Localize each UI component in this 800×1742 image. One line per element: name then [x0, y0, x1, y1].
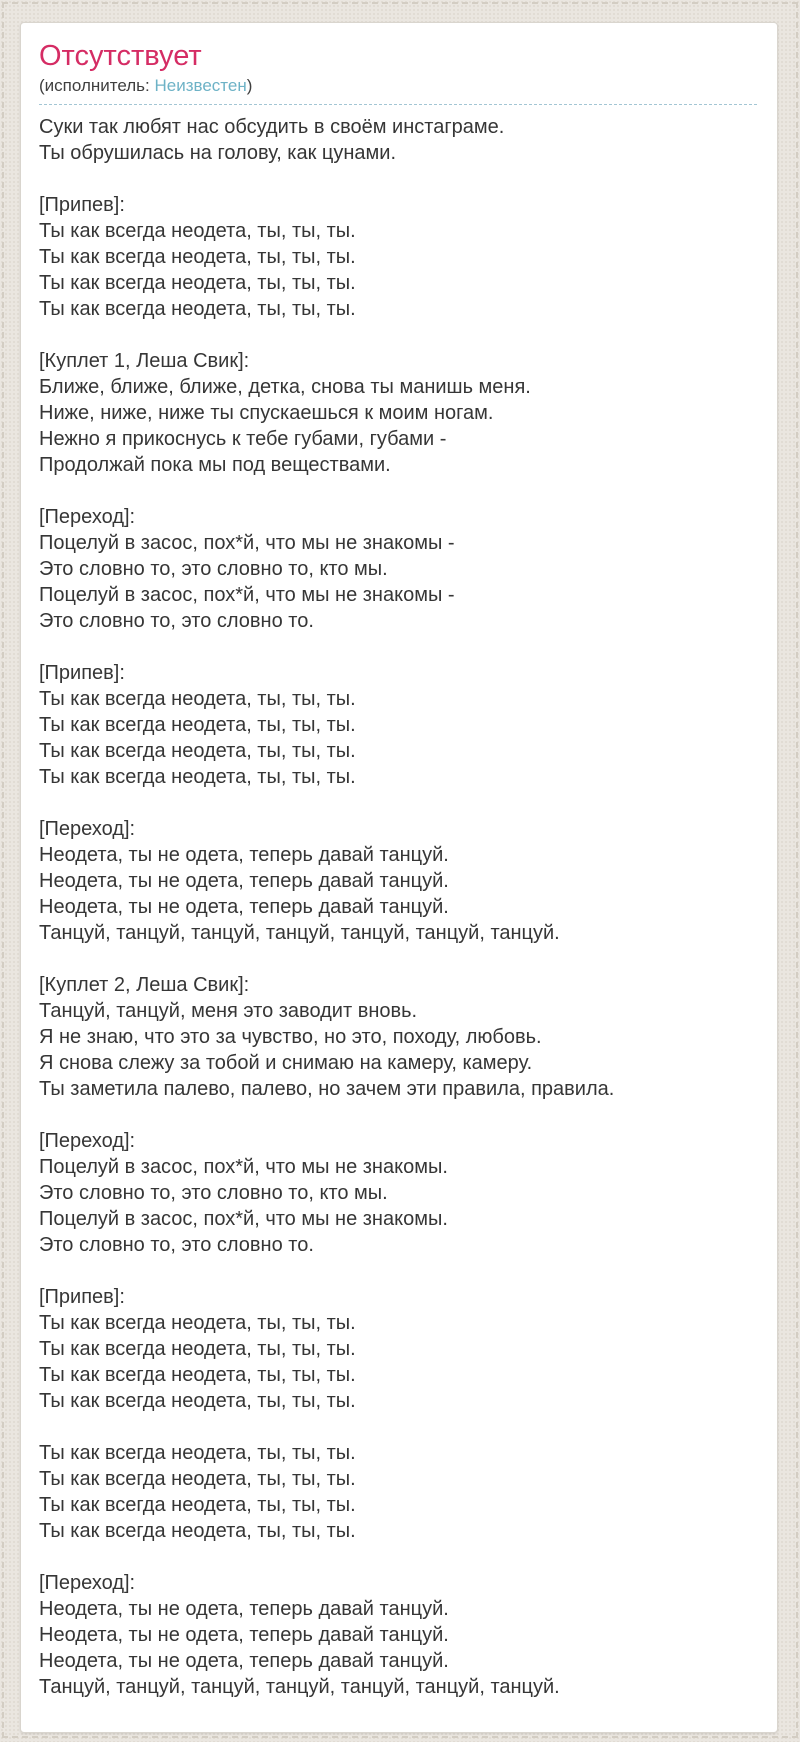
lyric-line: Ниже, ниже, ниже ты спускаешься к моим ногам.: [39, 402, 494, 424]
artist-link[interactable]: Неизвестен: [154, 76, 247, 95]
lyric-stanza: [39, 972, 757, 1102]
lyric-line: Суки так любят нас обсудить в своём инстаграме.: [39, 116, 505, 138]
lyric-line: [Куплет 1, Леша Свик]:: [39, 350, 250, 372]
lyric-line: Поцелуй в засос, пох*й, что мы не знакомы.: [39, 1208, 448, 1230]
lyric-stanza: [39, 1570, 757, 1700]
lyric-line: Я снова слежу за тобой и снимаю на камеру, камеру.: [39, 1052, 533, 1074]
lyric-line: Неодета, ты не одета, теперь давай танцуй.: [39, 844, 449, 866]
lyric-line: Неодета, ты не одета, теперь давай танцуй.: [39, 1650, 449, 1672]
lyric-line: Ты как всегда неодета, ты, ты, ты.: [39, 714, 356, 736]
lyric-line: [Переход]:: [39, 1130, 136, 1152]
lyric-line: Неодета, ты не одета, теперь давай танцуй.: [39, 896, 449, 918]
lyric-line: Нежно я прикоснусь к тебе губами, губами -: [39, 428, 447, 450]
lyric-line: Поцелуй в засос, пох*й, что мы не знакомы -: [39, 584, 455, 606]
lyric-line: Ты как всегда неодета, ты, ты, ты.: [39, 298, 356, 320]
artist-label-open: (исполнитель:: [39, 76, 150, 95]
lyric-stanza: [39, 816, 757, 946]
lyric-line: Ты как всегда неодета, ты, ты, ты.: [39, 1312, 356, 1334]
lyrics-card: [20, 22, 778, 1733]
artist-label-close: ): [246, 76, 253, 95]
lyric-line: Ты как всегда неодета, ты, ты, ты.: [39, 688, 356, 710]
lyric-line: Ты как всегда неодета, ты, ты, ты.: [39, 220, 356, 242]
lyric-line: Ты как всегда неодета, ты, ты, ты.: [39, 1442, 356, 1464]
lyric-line: Ты как всегда неодета, ты, ты, ты.: [39, 1520, 356, 1542]
artist-row: [39, 76, 757, 105]
lyric-stanza: [39, 1440, 757, 1544]
lyric-stanza: [39, 504, 757, 634]
lyric-line: Это словно то, это словно то, кто мы.: [39, 1182, 388, 1204]
lyric-line: Ты как всегда неодета, ты, ты, ты.: [39, 1390, 356, 1412]
lyric-line: Я не знаю, что это за чувство, но это, походу, любовь.: [39, 1026, 542, 1048]
lyric-line: [Переход]:: [39, 818, 136, 840]
lyric-line: Ты как всегда неодета, ты, ты, ты.: [39, 1364, 356, 1386]
lyric-line: Ты как всегда неодета, ты, ты, ты.: [39, 246, 356, 268]
lyric-line: Ты как всегда неодета, ты, ты, ты.: [39, 1494, 356, 1516]
lyric-stanza: [39, 114, 757, 166]
lyric-line: Ты как всегда неодета, ты, ты, ты.: [39, 1338, 356, 1360]
page-title: Отсутствует: [39, 40, 202, 72]
lyric-line: Продолжай пока мы под веществами.: [39, 454, 391, 476]
lyric-stanza: [39, 192, 757, 322]
lyric-line: [Припев]:: [39, 1286, 125, 1308]
lyric-line: Ты как всегда неодета, ты, ты, ты.: [39, 272, 356, 294]
lyric-line: Ты как всегда неодета, ты, ты, ты.: [39, 740, 356, 762]
lyric-line: Неодета, ты не одета, теперь давай танцуй.: [39, 870, 449, 892]
lyric-line: [Переход]:: [39, 1572, 136, 1594]
lyric-line: Ты обрушилась на голову, как цунами.: [39, 142, 397, 164]
lyric-stanza: [39, 1128, 757, 1258]
lyric-line: Танцуй, танцуй, танцуй, танцуй, танцуй, танцуй, танцуй.: [39, 1676, 560, 1698]
lyric-stanza: [39, 1284, 757, 1414]
lyrics-text: [39, 114, 757, 1700]
lyric-line: Ты заметила палево, палево, но зачем эти правила, правила.: [39, 1078, 615, 1100]
lyric-line: Ближе, ближе, ближе, детка, снова ты манишь меня.: [39, 376, 531, 398]
lyric-line: [Припев]:: [39, 662, 125, 684]
lyric-line: [Припев]:: [39, 194, 125, 216]
lyric-line: Поцелуй в засос, пох*й, что мы не знакомы.: [39, 1156, 448, 1178]
lyric-line: [Переход]:: [39, 506, 136, 528]
lyric-line: Танцуй, танцуй, меня это заводит вновь.: [39, 1000, 418, 1022]
lyric-line: Ты как всегда неодета, ты, ты, ты.: [39, 1468, 356, 1490]
lyric-line: Неодета, ты не одета, теперь давай танцуй.: [39, 1598, 449, 1620]
lyric-line: Это словно то, это словно то.: [39, 1234, 314, 1256]
lyric-line: Танцуй, танцуй, танцуй, танцуй, танцуй, танцуй, танцуй.: [39, 922, 560, 944]
lyric-line: Это словно то, это словно то, кто мы.: [39, 558, 388, 580]
lyric-line: Поцелуй в засос, пох*й, что мы не знакомы -: [39, 532, 455, 554]
lyric-line: [Куплет 2, Леша Свик]:: [39, 974, 250, 996]
lyric-stanza: [39, 660, 757, 790]
lyric-stanza: [39, 348, 757, 478]
lyric-line: Это словно то, это словно то.: [39, 610, 314, 632]
lyric-line: Неодета, ты не одета, теперь давай танцуй.: [39, 1624, 449, 1646]
lyric-line: Ты как всегда неодета, ты, ты, ты.: [39, 766, 356, 788]
